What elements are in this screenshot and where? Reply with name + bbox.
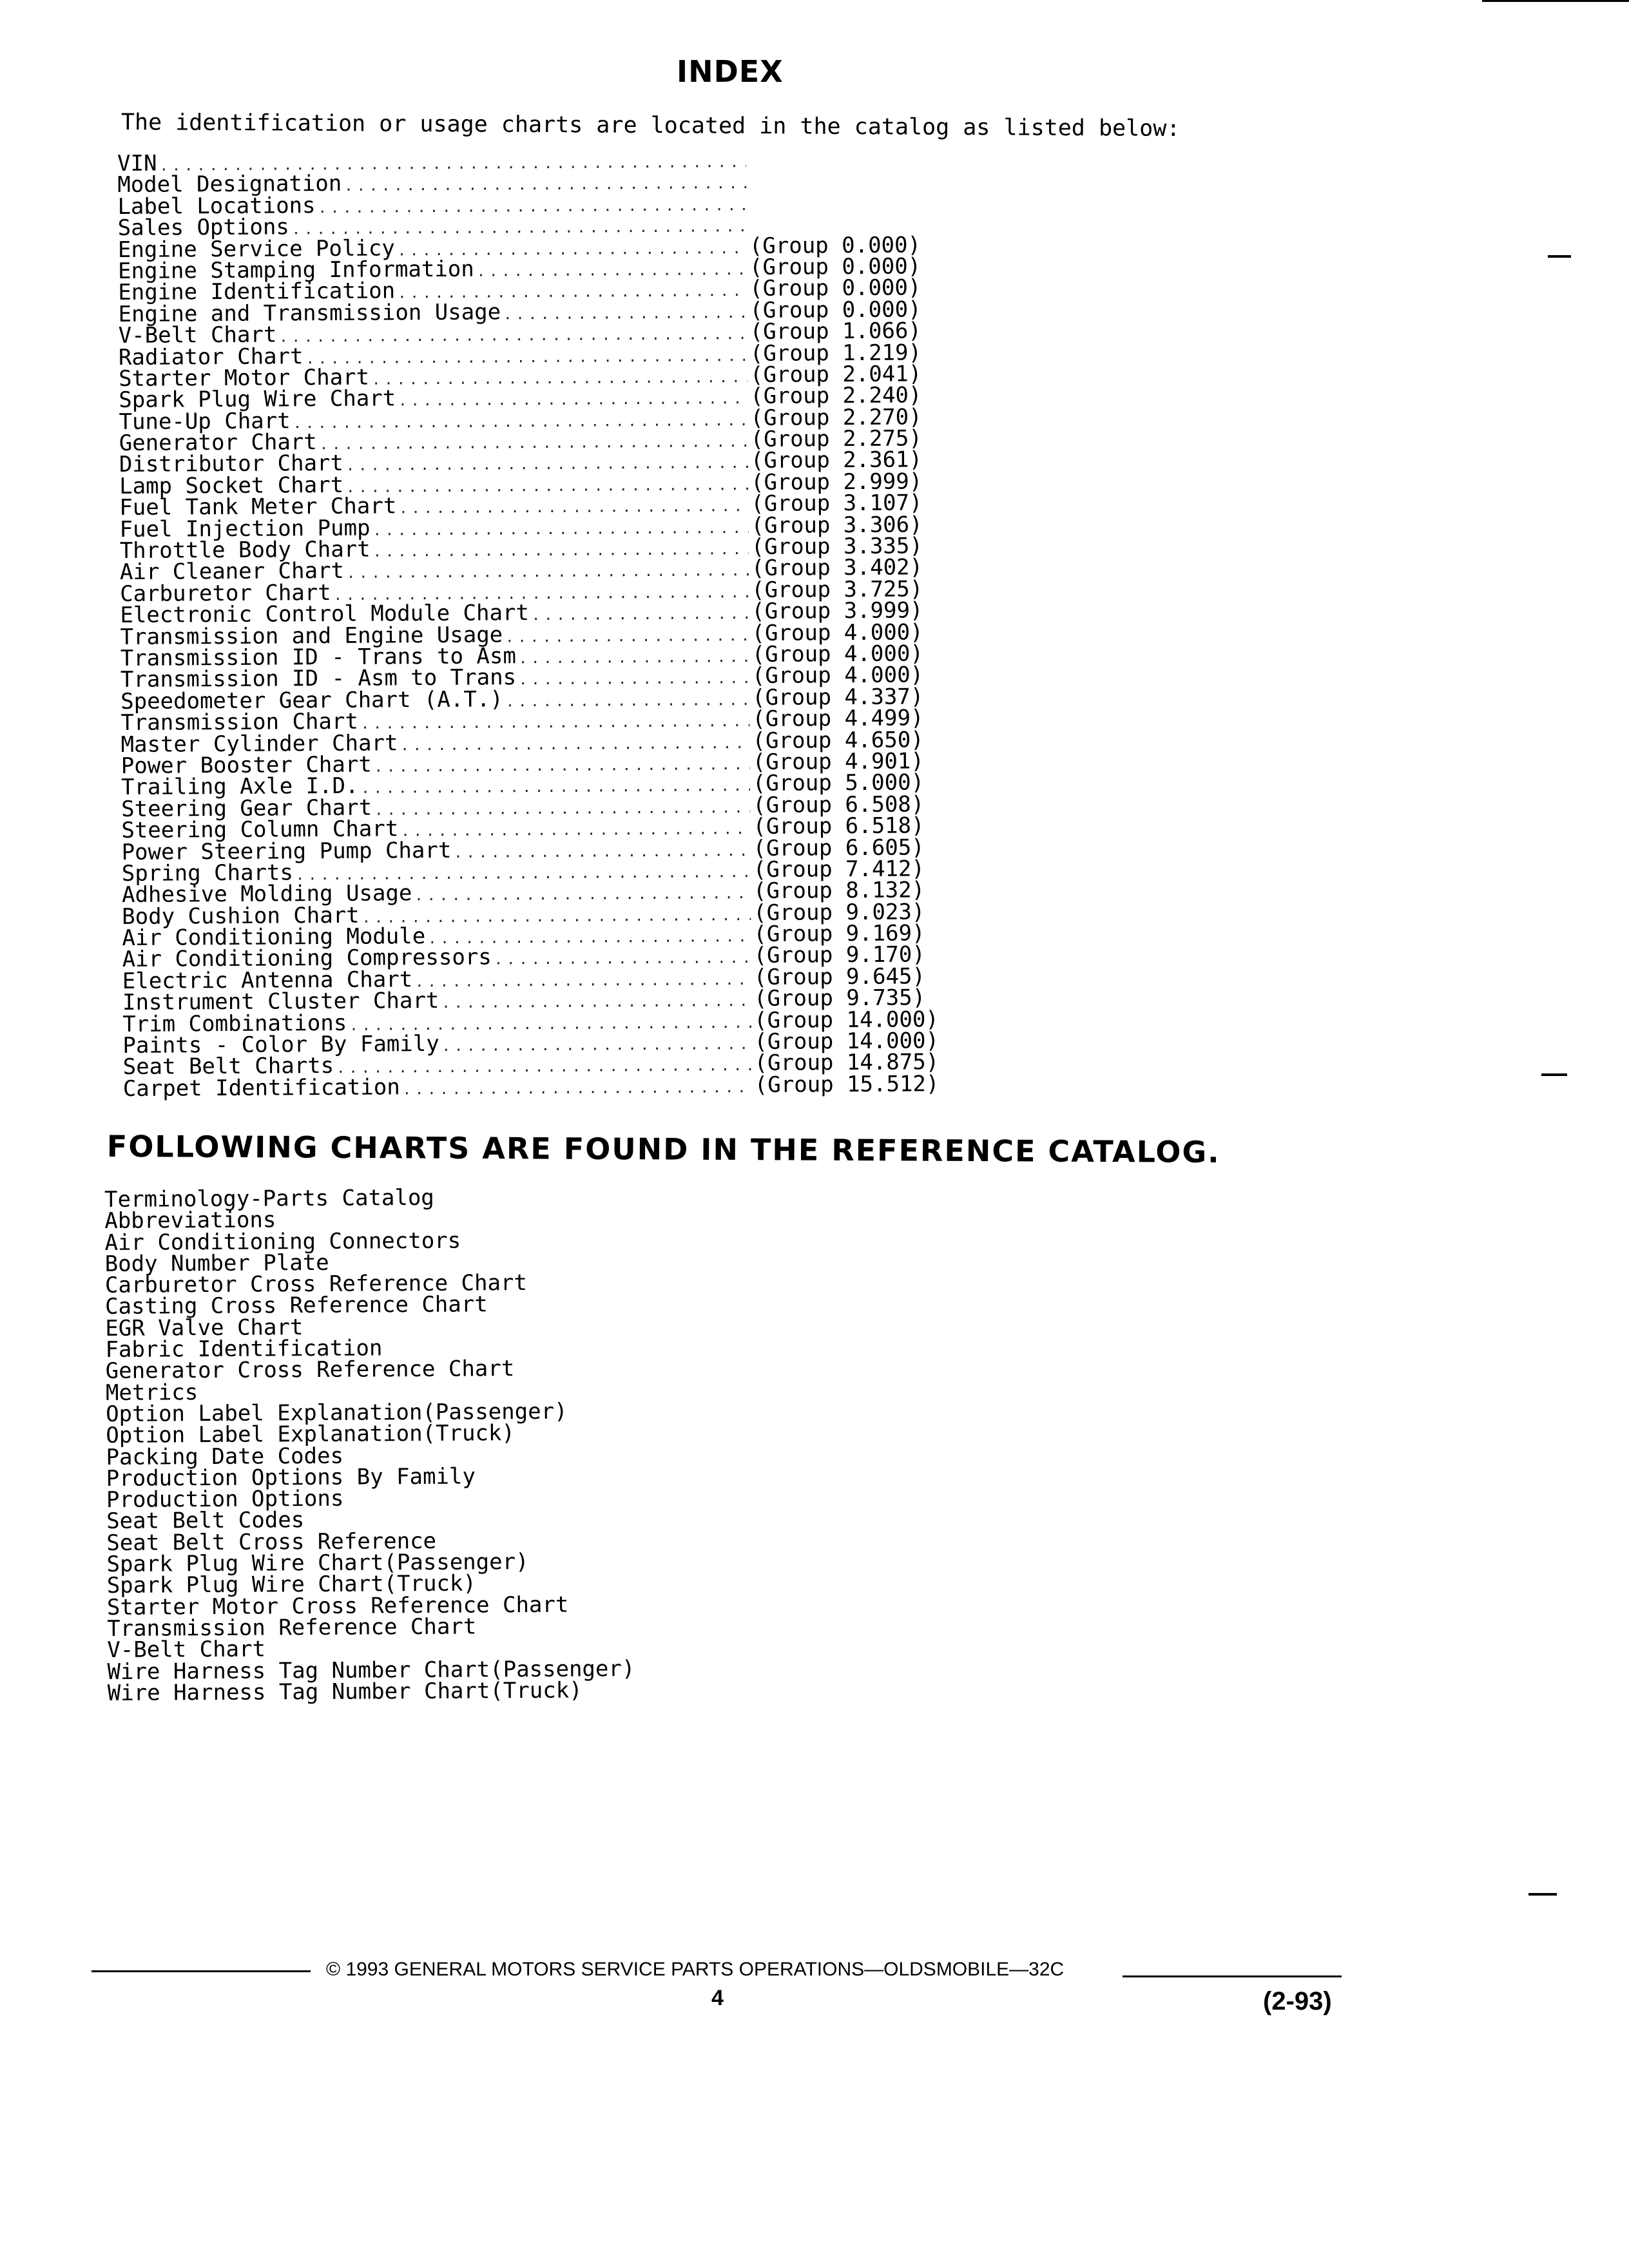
reference-entry: Option Label Explanation(Truck) xyxy=(106,1420,516,1449)
dot-leader xyxy=(454,841,750,864)
index-entry-group: (Group 0.000) xyxy=(749,253,921,280)
index-entry-name: Engine Service Policy xyxy=(117,235,395,263)
intro-text: The identification or usage charts are located in the catalog as listed below: xyxy=(120,110,1181,142)
index-entry-group: (Group 3.725) xyxy=(751,576,923,603)
index-entry-group: (Group 2.361) xyxy=(750,447,923,474)
index-entry-name: Fuel Tank Meter Chart xyxy=(119,493,397,521)
index-entry-name: Lamp Socket Chart xyxy=(119,472,344,499)
index-entry-name: Power Steering Pump Chart xyxy=(121,837,452,865)
index-entry-name: Fuel Injection Pump xyxy=(119,515,371,543)
index-entry-group xyxy=(749,209,956,210)
dot-leader xyxy=(403,1077,752,1101)
index-entry-group xyxy=(749,230,956,231)
index-entry-name: Tune-Up Chart xyxy=(119,408,291,435)
dot-leader xyxy=(347,561,749,584)
index-entry-group: (Group 7.412) xyxy=(753,856,925,883)
index-entry-group: (Group 3.306) xyxy=(751,512,923,539)
reference-entry: Wire Harness Tag Number Chart(Truck) xyxy=(107,1677,583,1706)
index-entry-group: (Group 14.000) xyxy=(754,1006,939,1033)
dot-leader xyxy=(344,173,746,197)
index-entry-group: (Group 4.000) xyxy=(751,619,923,646)
reference-entry: Seat Belt Cross Reference xyxy=(106,1528,437,1556)
index-entry-name: Adhesive Molding Usage xyxy=(121,880,412,908)
dot-leader xyxy=(503,303,747,326)
dot-leader xyxy=(372,367,747,391)
index-entry-name: Paints - Color By Family xyxy=(122,1030,439,1059)
reference-entry: Option Label Explanation(Passenger) xyxy=(106,1398,568,1427)
index-entry-name: Spring Charts xyxy=(121,860,294,887)
index-entry-group: (Group 9.170) xyxy=(753,941,925,969)
dot-leader xyxy=(305,346,747,370)
index-entry-name: Body Cushion Chart xyxy=(122,902,360,930)
index-entry-group: (Group 3.107) xyxy=(751,490,923,517)
index-entry-name: Carburetor Chart xyxy=(120,579,331,607)
index-entry-name: Transmission ID - Trans to Asm xyxy=(120,643,516,671)
index-entry-name: Model Designation xyxy=(117,171,342,198)
index-entry-name: Seat Belt Charts xyxy=(122,1053,334,1081)
index-entry-name: Carpet Identification xyxy=(122,1074,400,1102)
index-entry-name: Trailing Axle I.D. xyxy=(120,773,359,801)
index-entry-group: (Group 14.000) xyxy=(754,1028,940,1055)
margin-mark xyxy=(1548,255,1571,258)
index-entry-group xyxy=(749,166,955,167)
reference-entry: Packing Date Codes xyxy=(106,1443,344,1470)
index-entry-name: Steering Gear Chart xyxy=(121,794,372,822)
dot-leader xyxy=(442,1034,752,1057)
index-entry-name: VIN xyxy=(117,150,157,177)
index-entry-name: Air Conditioning Compressors xyxy=(122,944,492,973)
index-entry-group: (Group 9.735) xyxy=(753,985,926,1012)
dot-leader xyxy=(346,475,748,499)
index-entry-group: (Group 2.270) xyxy=(750,404,922,431)
dot-leader xyxy=(399,496,748,520)
index-entry-group: (Group 8.132) xyxy=(753,877,925,905)
index-entry-group xyxy=(749,187,955,188)
index-entry-name: Transmission Chart xyxy=(120,708,358,736)
index-entry-name: Engine Stamping Information xyxy=(117,256,474,284)
index-entry-group: (Group 0.000) xyxy=(749,231,921,259)
index-entry-name: Electronic Control Module Chart xyxy=(120,600,530,629)
reference-entry: Terminology-Parts Catalog xyxy=(104,1184,434,1213)
reference-heading: FOLLOWING CHARTS ARE FOUND IN THE REFERENCE CATALOG. xyxy=(106,1129,1220,1170)
index-entry-group: (Group 4.499) xyxy=(752,705,924,733)
reference-entry: Metrics xyxy=(105,1379,198,1406)
dot-leader xyxy=(519,668,749,691)
dot-leader xyxy=(374,754,750,778)
index-entry-name: Spark Plug Wire Chart xyxy=(119,385,396,414)
dot-leader xyxy=(415,970,751,994)
dot-leader xyxy=(372,518,748,542)
reference-list xyxy=(104,1186,635,1704)
reference-entry: Spark Plug Wire Chart(Passenger) xyxy=(106,1549,529,1578)
reference-entry: Fabric Identification xyxy=(105,1335,383,1363)
index-entry-name: Radiator Chart xyxy=(118,343,304,370)
page-title: INDEX xyxy=(677,54,784,89)
margin-mark xyxy=(1482,0,1629,2)
footer-rule-left xyxy=(92,1970,311,1972)
dot-leader xyxy=(320,432,748,456)
footer-rule-right xyxy=(1123,1975,1342,1977)
index-entry-name: Transmission and Engine Usage xyxy=(120,621,503,650)
index-entry-group: (Group 14.875) xyxy=(754,1049,940,1077)
index-entry-name: Engine and Transmission Usage xyxy=(118,299,501,327)
dot-leader xyxy=(494,948,751,971)
dot-leader xyxy=(532,604,749,626)
index-entry-group: (Group 5.000) xyxy=(752,769,925,797)
index-entry-group: (Group 1.219) xyxy=(749,339,922,367)
index-entry-group: (Group 4.901) xyxy=(752,748,925,775)
index-entry-group: (Group 6.605) xyxy=(753,834,925,861)
reference-entry: Transmission Reference Chart xyxy=(107,1613,477,1642)
index-entry-name: Air Conditioning Module xyxy=(122,923,426,952)
index-entry-group: (Group 3.335) xyxy=(751,533,923,561)
index-entry-group: (Group 0.000) xyxy=(749,296,921,323)
dot-leader xyxy=(400,733,749,757)
page-number: 4 xyxy=(711,1986,724,2010)
index-entry-group: (Group 4.650) xyxy=(752,726,924,754)
index-entry-name: Instrument Cluster Chart xyxy=(122,988,439,1016)
index-entry-name: Engine Identification xyxy=(118,278,396,306)
dot-leader xyxy=(279,324,747,349)
reference-entry: EGR Valve Chart xyxy=(105,1314,304,1341)
margin-mark xyxy=(1528,1893,1557,1896)
reference-entry: Air Conditioning Connectors xyxy=(104,1227,461,1256)
index-entry-group: (Group 15.512) xyxy=(754,1071,940,1098)
footer-copyright: © 1993 GENERAL MOTORS SERVICE PARTS OPERATIONS—OLDSMOBILE—32C xyxy=(326,1959,1065,1980)
dot-leader xyxy=(361,776,750,800)
reference-entry: Carburetor Cross Reference Chart xyxy=(104,1270,528,1299)
dot-leader xyxy=(374,798,750,822)
index-entry-group: (Group 2.240) xyxy=(750,382,922,410)
index-entry-group: (Group 3.999) xyxy=(751,597,923,625)
index-entry-group: (Group 4.000) xyxy=(751,640,923,668)
index-entry-group: (Group 9.645) xyxy=(753,963,926,990)
dot-leader xyxy=(441,991,751,1014)
index-entry-name: Distributor Chart xyxy=(119,450,344,478)
index-entry-group: (Group 4.337) xyxy=(752,684,924,711)
dot-leader xyxy=(361,711,750,735)
dot-leader xyxy=(398,389,747,412)
index-entry-group: (Group 2.999) xyxy=(751,468,923,495)
dot-leader xyxy=(293,410,748,435)
index-entry-group: (Group 9.023) xyxy=(753,899,925,926)
page-date-code: (2-93) xyxy=(1263,1987,1332,2015)
dot-leader xyxy=(506,690,750,713)
reference-entry: Body Number Plate xyxy=(104,1249,329,1277)
dot-leader xyxy=(346,453,748,477)
index-entry-group: (Group 2.275) xyxy=(750,425,922,453)
dot-leader xyxy=(519,647,749,670)
reference-entry: V-Belt Chart xyxy=(107,1636,266,1664)
index-entry-group: (Group 9.169) xyxy=(753,920,925,948)
index-entry-name: Transmission ID - Asm to Trans xyxy=(120,664,517,693)
dot-leader xyxy=(505,626,749,649)
index-entry-name: Generator Chart xyxy=(119,429,317,457)
index-entry-name: Trim Combinations xyxy=(122,1010,347,1037)
reference-entry: Production Options xyxy=(106,1485,344,1514)
reference-entry: Spark Plug Wire Chart(Truck) xyxy=(106,1570,477,1599)
index-entry-name: V-Belt Chart xyxy=(118,322,277,349)
index-entry-group: (Group 3.402) xyxy=(751,554,923,582)
index-entry-name: Air Cleaner Chart xyxy=(119,558,345,586)
dot-leader xyxy=(401,819,750,843)
dot-leader xyxy=(318,195,746,219)
index-entry-name: Throttle Body Chart xyxy=(119,536,371,564)
dot-leader xyxy=(373,539,749,563)
dot-leader xyxy=(414,883,751,907)
index-entry-group: (Group 4.000) xyxy=(751,662,924,689)
reference-entry: Generator Cross Reference Chart xyxy=(105,1356,515,1385)
index-entry-name: Starter Motor Chart xyxy=(119,364,370,392)
margin-mark xyxy=(1541,1073,1567,1076)
index-entry-name: Electric Antenna Chart xyxy=(122,966,413,994)
index-entry-group: (Group 2.041) xyxy=(749,361,922,388)
index-entry-group: (Group 0.000) xyxy=(749,274,921,302)
reference-entry: Seat Belt Codes xyxy=(106,1507,305,1535)
reference-entry: Wire Harness Tag Number Chart(Passenger) xyxy=(107,1655,635,1685)
index-entry-name: Speedometer Gear Chart (A.T.) xyxy=(120,686,503,715)
index-entry-group: (Group 6.508) xyxy=(753,791,925,818)
index-entry-name: Master Cylinder Chart xyxy=(120,729,398,758)
index-entry-name: Label Locations xyxy=(117,192,316,220)
index-entry-group: (Group 6.518) xyxy=(753,812,925,840)
reference-entry: Production Options By Family xyxy=(106,1463,476,1492)
reference-entry: Starter Motor Cross Reference Chart xyxy=(106,1591,569,1620)
reference-entry: Abbreviations xyxy=(104,1207,276,1235)
dot-leader xyxy=(477,260,747,283)
reference-entry: Casting Cross Reference Chart xyxy=(104,1291,488,1320)
index-entry-name: Power Booster Chart xyxy=(120,751,372,779)
index-entry-group: (Group 1.066) xyxy=(749,318,921,345)
index-list xyxy=(117,148,961,1100)
index-entry-name: Sales Options xyxy=(117,214,289,242)
index-entry-name: Steering Column Chart xyxy=(121,816,399,844)
